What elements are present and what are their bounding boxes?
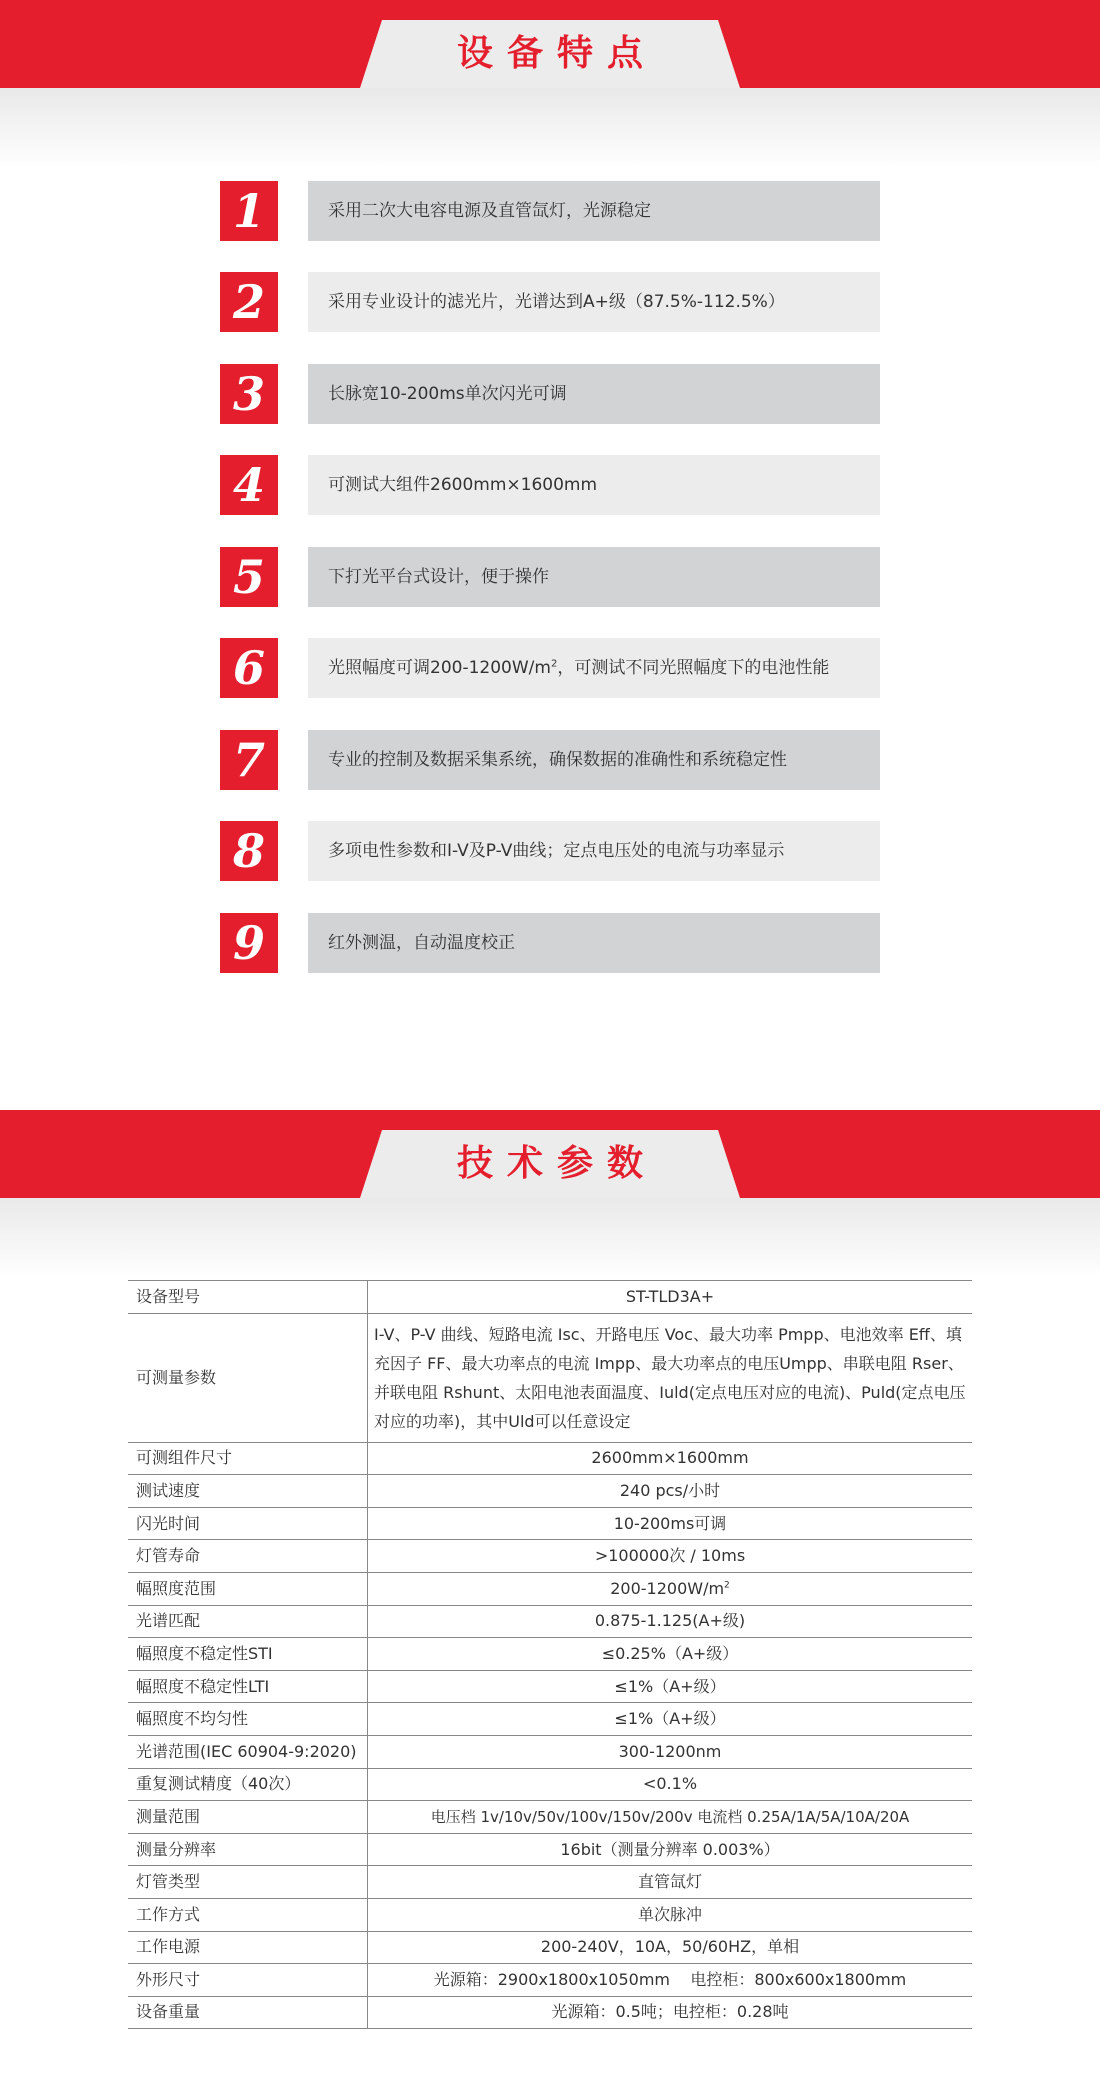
feature-text: 多项电性参数和I-V及P-V曲线；定点电压处的电流与功率显示	[308, 821, 880, 881]
features-section-title: 设备特点	[456, 33, 657, 74]
spec-value: 0.875-1.125(A+级)	[368, 1605, 973, 1638]
table-row	[128, 1768, 972, 1801]
spec-label: 幅照度不均匀性	[128, 1703, 368, 1736]
spec-value: 10-200ms可调	[368, 1507, 973, 1540]
spec-label: 幅照度不稳定性LTI	[128, 1670, 368, 1703]
spec-value: 直管氙灯	[368, 1866, 973, 1899]
header-title-tab	[360, 20, 740, 88]
table-row	[128, 1931, 972, 1964]
feature-text: 红外测温，自动温度校正	[308, 913, 880, 973]
feature-number: 7	[220, 730, 278, 790]
feature-number: 8	[220, 821, 278, 881]
feature-text: 可测试大组件2600mm×1600mm	[308, 455, 880, 515]
spec-value: 16bit（测量分辨率 0.003%）	[368, 1833, 973, 1866]
feature-text: 专业的控制及数据采集系统，确保数据的准确性和系统稳定性	[308, 730, 880, 790]
spec-value: 200-240V，10A，50/60HZ，单相	[368, 1931, 973, 1964]
spec-label: 测量范围	[128, 1801, 368, 1834]
feature-text	[308, 638, 880, 698]
spec-value: 240 pcs/小时	[368, 1475, 973, 1508]
table-row	[128, 1964, 972, 1997]
spec-value: 单次脉冲	[368, 1898, 973, 1931]
spec-value: 300-1200nm	[368, 1735, 973, 1768]
spec-label: 测量分辨率	[128, 1833, 368, 1866]
feature-text: 采用专业设计的滤光片，光谱达到A+级（87.5%-112.5%）	[308, 272, 880, 332]
spec-value: ST-TLD3A+	[368, 1281, 973, 1314]
spec-value: I-V、P-V 曲线、短路电流 Isc、开路电压 Voc、最大功率 Pmpp、电池效率 Eff、填充因子 FF、最大功率点的电流 Impp、最大功率点的电压Umpp、串联电阻 Rser、并联电阻 Rshunt、太阳电池表面温度、Iuld(定点电压对应的电流)、Puld(定点电压对应的功率)，其中Uld可以任意设定	[368, 1313, 973, 1442]
table-row	[128, 1281, 972, 1314]
spec-table	[128, 1280, 972, 2029]
header-title-tab	[360, 1130, 740, 1198]
spec-value: ≤1%（A+级）	[368, 1670, 973, 1703]
spec-label: 可测组件尺寸	[128, 1442, 368, 1475]
feature-number: 3	[220, 364, 278, 424]
table-row	[128, 1507, 972, 1540]
spec-value: <0.1%	[368, 1768, 973, 1801]
feature-text-main: 光照幅度可调200-1200W/m	[328, 658, 551, 678]
spec-value: >100000次 / 10ms	[368, 1540, 973, 1573]
spec-label: 工作电源	[128, 1931, 368, 1964]
feature-item	[220, 272, 880, 332]
spec-label: 工作方式	[128, 1898, 368, 1931]
spec-value: ≤1%（A+级）	[368, 1703, 973, 1736]
feature-number: 6	[220, 638, 278, 698]
feature-item	[220, 547, 880, 607]
table-row	[128, 1996, 972, 2029]
spec-value: 电压档 1v/10v/50v/100v/150v/200v 电流档 0.25A/1A/5A/10A/20A	[368, 1801, 973, 1834]
table-row	[128, 1898, 972, 1931]
spec-label: 可测量参数	[128, 1313, 368, 1442]
feature-text: 采用二次大电容电源及直管氙灯，光源稳定	[308, 181, 880, 241]
table-row	[128, 1475, 972, 1508]
feature-number: 9	[220, 913, 278, 973]
spec-label: 设备重量	[128, 1996, 368, 2029]
spec-label: 闪光时间	[128, 1507, 368, 1540]
feature-item	[220, 364, 880, 424]
table-row	[128, 1670, 972, 1703]
table-row	[128, 1442, 972, 1475]
spec-value: ≤0.25%（A+级）	[368, 1638, 973, 1671]
superscript-exponent: 2	[724, 1580, 730, 1591]
feature-text: 下打光平台式设计，便于操作	[308, 547, 880, 607]
feature-item	[220, 455, 880, 515]
feature-text-rest: ，可测试不同光照幅度下的电池性能	[557, 658, 830, 678]
table-row	[128, 1735, 972, 1768]
feature-item	[220, 730, 880, 790]
spec-label: 幅照度范围	[128, 1572, 368, 1605]
table-row	[128, 1833, 972, 1866]
spec-label: 测试速度	[128, 1475, 368, 1508]
feature-number: 4	[220, 455, 278, 515]
spec-label: 光谱范围(IEC 60904-9:2020)	[128, 1735, 368, 1768]
feature-item	[220, 181, 880, 241]
table-row	[128, 1540, 972, 1573]
spec-label: 设备型号	[128, 1281, 368, 1314]
table-row	[128, 1703, 972, 1736]
spec-value-main: 200-1200W/m	[610, 1578, 725, 1598]
feature-number: 5	[220, 547, 278, 607]
table-row	[128, 1572, 972, 1605]
spec-value: 光源箱：2900x1800x1050mm 电控柜：800x600x1800mm	[368, 1964, 973, 1997]
table-row	[128, 1866, 972, 1899]
spec-value	[368, 1572, 973, 1605]
spec-label: 幅照度不稳定性STI	[128, 1638, 368, 1671]
feature-text: 长脉宽10-200ms单次闪光可调	[308, 364, 880, 424]
spec-value: 2600mm×1600mm	[368, 1442, 973, 1475]
feature-number: 1	[220, 181, 278, 241]
table-row	[128, 1605, 972, 1638]
spec-label: 灯管类型	[128, 1866, 368, 1899]
table-row	[128, 1638, 972, 1671]
feature-item	[220, 913, 880, 973]
table-row	[128, 1801, 972, 1834]
spec-value: 光源箱：0.5吨；电控柜：0.28吨	[368, 1996, 973, 2029]
spec-label: 外形尺寸	[128, 1964, 368, 1997]
spec-label: 重复测试精度（40次）	[128, 1768, 368, 1801]
spec-label: 灯管寿命	[128, 1540, 368, 1573]
spec-label: 光谱匹配	[128, 1605, 368, 1638]
header-gradient-band	[0, 88, 1100, 168]
specs-section-title: 技术参数	[456, 1143, 657, 1184]
feature-number: 2	[220, 272, 278, 332]
superscript-exponent: 2	[550, 658, 558, 670]
header-gradient-band	[0, 1198, 1100, 1278]
feature-item	[220, 638, 880, 698]
feature-item	[220, 821, 880, 881]
table-row	[128, 1313, 972, 1442]
